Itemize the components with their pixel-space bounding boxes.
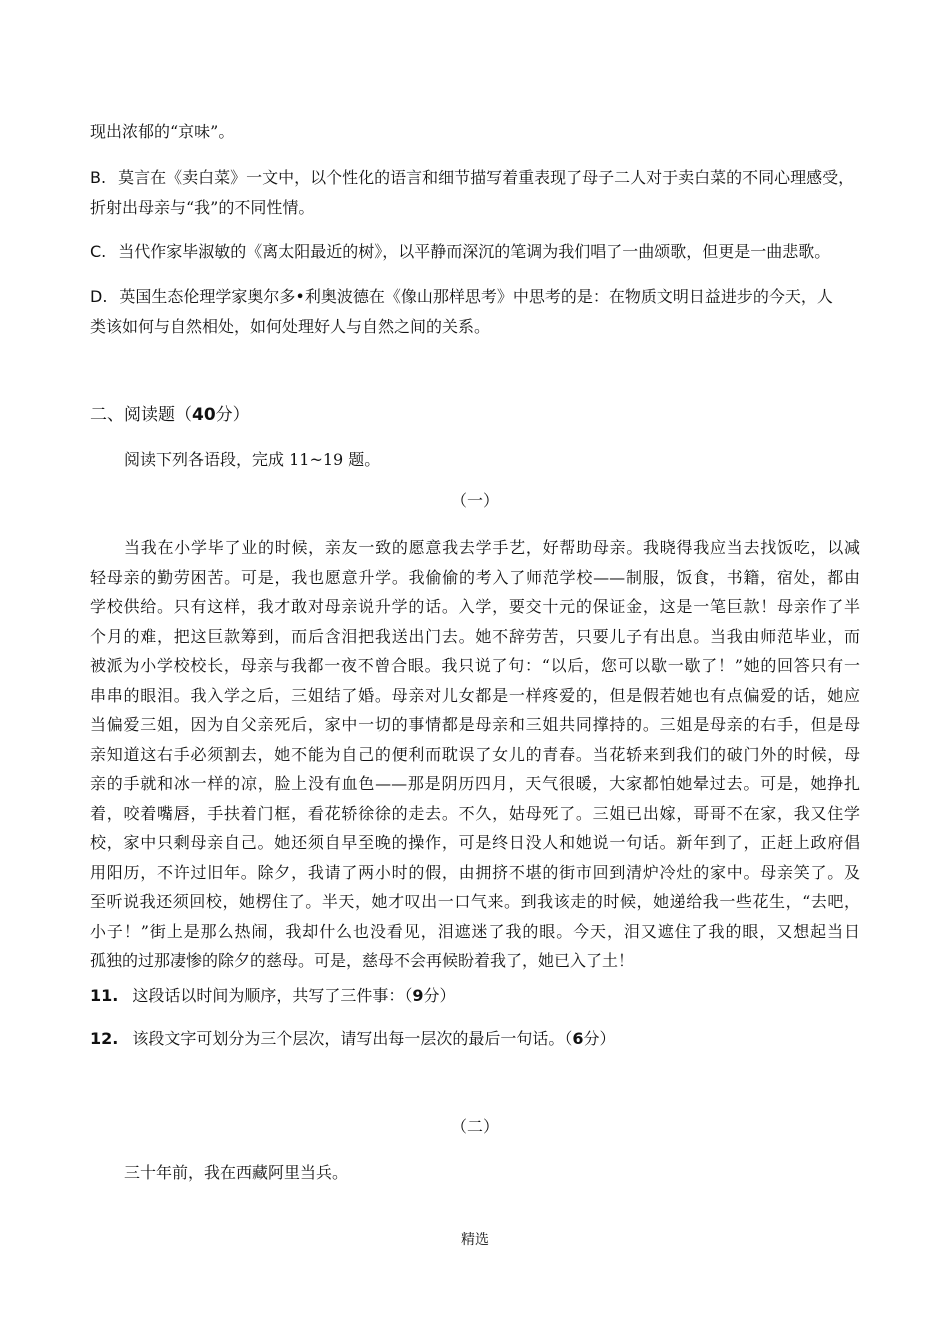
passage-1-line: 校，家中只剩母亲自己。她还须自早至晚的操作，可是终日没人和她说一句话。新年到了，正赶上政府倡 (90, 833, 860, 852)
option-d-line-1 (90, 285, 860, 309)
option-d-letter: D. (90, 287, 108, 306)
question-11-number: 11. (90, 986, 119, 1005)
section-2-title-suffix: 分） (215, 405, 250, 425)
passage-1-line: 着，咬着嘴唇，手扶着门框，看花轿徐徐的走去。不久，姑母死了。三姐已出嫁，哥哥不在家，我又住学 (90, 803, 860, 823)
passage-1-line: 当我在小学毕了业的时候，亲友一致的愿意我去学手艺，好帮助母亲。我晓得我应当去找饭吃，以减 (124, 538, 860, 557)
option-c-text: 当代作家毕淑敏的《离太阳最近的树》，以平静而深沉的笔调为我们唱了一曲颂歌，但更是一曲悲歌。 (118, 242, 831, 261)
passage-1-line: 当偏爱三姐，因为自父亲死后，家中一切的事情都是母亲和三姐共同撑持的。三姐是母亲的右手，但是母 (90, 715, 860, 734)
passage-1-line: 亲知道这右手必须割去，她不能为自己的便利而耽误了女儿的青春。当花轿来到我们的破门外的时候，母 (90, 744, 860, 764)
question-12-text: 该段文字可划分为三个层次，请写出每一层次的最后一句话。（ (132, 1029, 573, 1048)
option-c-line (90, 240, 860, 264)
question-11 (90, 984, 860, 1008)
question-12-suffix: 分） (583, 1029, 616, 1048)
option-d-text-1: 英国生态伦理学家奥尔多•利奥波德在《像山那样思考》中思考的是：在物质文明日益进步的今天，人 (119, 287, 833, 306)
passage-1-line: 小子！”街上是那么热闹，我却什么也没看见，泪遮迷了我的眼。今天，泪又遮住了我的眼，又想起当日 (90, 921, 860, 941)
section-2-title (90, 400, 250, 425)
option-b-text-1: 莫言在《卖白菜》一文中，以个性化的语言和细节描写着重表现了母子二人对于卖白菜的不同心理感受， (118, 168, 855, 187)
part-2-label: （二） (450, 1117, 499, 1136)
passage-1-line: 被派为小学校校长，母亲与我都一夜不曾合眼。我只说了句：“以后，您可以歇一歇了！”她的回答只有一 (90, 656, 860, 675)
option-d-text-2: 类该如何与自然相处，如何处理好人与自然之间的关系。 (90, 317, 491, 336)
passage-1-line: 孤独的过那凄惨的除夕的慈母。可是，慈母不会再候盼着我了，她已入了土！ (90, 951, 635, 970)
option-b-text-2: 折射出母亲与“我”的不同性情。 (90, 198, 315, 217)
question-12-score: 6 (572, 1029, 584, 1048)
section-2-title-prefix: 二、阅读题（ (90, 405, 192, 425)
option-b-line-2 (90, 196, 860, 220)
question-12 (90, 1027, 860, 1051)
question-11-text: 这段话以时间为顺序，共写了三件事：（ (132, 986, 413, 1005)
section-2-title-score: 40 (192, 405, 216, 425)
question-12-number: 12. (90, 1029, 119, 1048)
option-b-line-1 (90, 166, 860, 190)
passage-1-line: 亲的手就和冰一样的凉，脸上没有血色——那是阴历四月，天气很暖，大家都怕她晕过去。可是，她挣扎 (90, 774, 860, 793)
passage-1-line: 学校供给。只有这样，我才敢对母亲说升学的话。入学，要交十元的保证金，这是一笔巨款！母亲作了半 (90, 597, 860, 616)
reading-instruction (124, 448, 860, 472)
passage-1-line: 轻母亲的勤劳困苦。可是，我也愿意升学。我偷偷的考入了师范学校——制服，饭食，书籍，宿处，都由 (90, 567, 860, 587)
option-b-letter: B. (90, 168, 107, 187)
option-d-line-2 (90, 315, 860, 339)
part-1-label: （一） (450, 491, 499, 510)
question-11-score: 9 (412, 986, 424, 1005)
page-footer: 精选 (461, 1232, 489, 1248)
reading-instruction-text: 阅读下列各语段，完成 11~19 题。 (124, 450, 381, 469)
passage-1-line: 用阳历，不许过旧年。除夕，我请了两小时的假，由拥挤不堪的街市回到清炉冷灶的家中。母亲笑了。及 (90, 862, 860, 882)
passage-1 (90, 533, 860, 976)
question-11-suffix: 分） (423, 986, 456, 1005)
carry-over-line (90, 120, 860, 144)
passage-1-line: 个月的难，把这巨款筹到，而后含泪把我送出门去。她不辞劳苦，只要儿子有出息。当我由师范毕业，而 (90, 626, 860, 646)
option-c-letter: C. (90, 242, 107, 261)
passage-2-first-text: 三十年前，我在西藏阿里当兵。 (124, 1163, 349, 1182)
passage-1-line: 串串的眼泪。我入学之后，三姐结了婚。母亲对儿女都是一样疼爱的，但是假若她也有点偏爱的话，她应 (90, 685, 860, 705)
passage-2-first-line (124, 1161, 860, 1185)
passage-1-line: 至听说我还须回校，她楞住了。半天，她才叹出一口气来。到我该走的时候，她递给我一些花生，“去吧， (90, 892, 860, 911)
carry-over-text: 现出浓郁的“京味”。 (90, 122, 235, 141)
